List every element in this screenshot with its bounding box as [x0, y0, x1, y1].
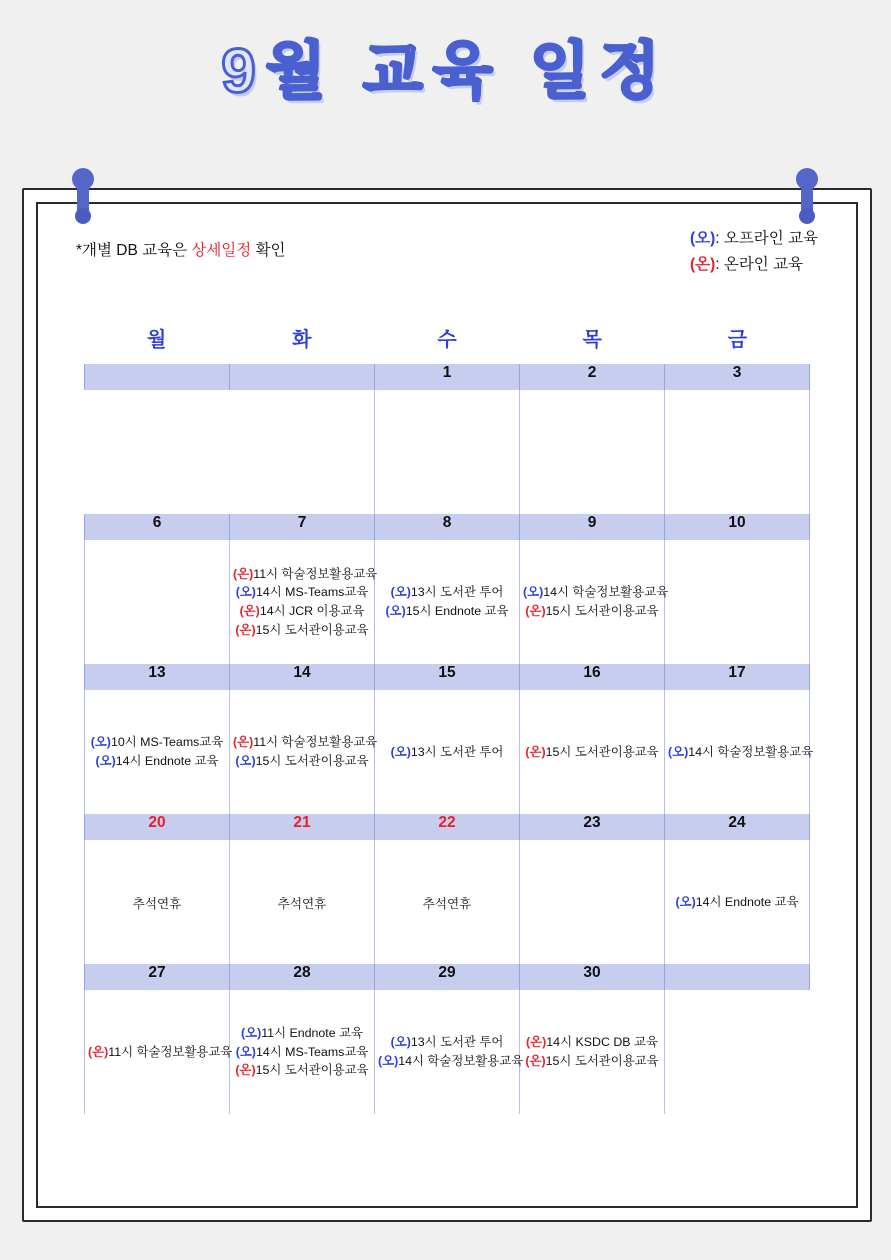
page-title: 9월 교육 일정	[221, 37, 670, 106]
event-text: 14시 학술정보활용교육	[688, 744, 814, 759]
day-events-cell	[85, 690, 230, 814]
day-number-cell: 14	[230, 664, 375, 690]
day-number-cell: 28	[230, 964, 375, 990]
event-text: 13시 도서관 투어	[410, 744, 504, 759]
event-text: 11시 학술정보활용교육	[253, 735, 378, 750]
event-item	[668, 893, 806, 912]
week-events-row	[85, 840, 810, 964]
legend-offline-tag: (오)	[689, 230, 716, 247]
day-number-cell: 21	[230, 814, 375, 840]
event-item	[88, 733, 226, 752]
event-text: 15시 도서관이용교육	[255, 622, 369, 637]
week-number-row	[85, 814, 810, 840]
event-item	[523, 1052, 661, 1071]
event-mode-tag: (오)	[523, 585, 544, 600]
event-text: 11시 Endnote 교육	[261, 1026, 364, 1041]
note-row	[46, 212, 848, 286]
day-number-cell: 6	[85, 514, 230, 540]
event-text: 14시 학술정보활용교육	[543, 585, 669, 600]
day-events-cell	[230, 990, 375, 1114]
day-events-cell	[665, 690, 814, 814]
event-item	[233, 752, 371, 771]
legend-item-online	[690, 252, 818, 278]
week-events-row	[85, 540, 810, 664]
weekday-mon: 월	[146, 328, 167, 351]
event-text: 14시 MS-Teams교육	[255, 1044, 369, 1059]
day-events-cell	[665, 840, 810, 964]
day-number-cell: 2	[520, 364, 665, 390]
db-note	[76, 238, 286, 260]
pushpin-right-icon	[796, 168, 818, 224]
event-text: 14시 Endnote 교육	[115, 754, 219, 768]
week-events-row	[85, 390, 810, 514]
event-mode-tag: (오)	[385, 604, 406, 618]
week-number-row	[85, 664, 810, 690]
event-text: 15시 도서관이용교육	[545, 604, 659, 618]
event-mode-tag: (오)	[390, 1035, 411, 1050]
day-number-cell: 10	[665, 514, 810, 540]
event-text: 11시 학술정보활용교육	[253, 566, 378, 581]
day-events-cell	[665, 990, 810, 1114]
event-item	[88, 1043, 233, 1062]
event-item	[378, 743, 516, 762]
day-events-cell	[85, 540, 230, 664]
day-events-cell	[375, 840, 520, 964]
day-number-cell: 8	[375, 514, 520, 540]
event-mode-tag: (온)	[525, 744, 546, 759]
db-note-highlight: 상세일정	[191, 242, 252, 259]
day-number-cell: 22	[375, 814, 520, 840]
day-events-cell	[375, 540, 520, 664]
day-number-cell: 23	[520, 814, 665, 840]
event-text: 10시 MS-Teams교육	[110, 735, 224, 750]
db-note-suffix: 확인	[251, 242, 286, 259]
event-mode-tag: (온)	[233, 566, 254, 581]
day-events-cell	[375, 390, 520, 514]
day-events-cell	[230, 690, 378, 814]
pushpin-left-icon	[72, 168, 94, 224]
day-note: 추석연휴	[132, 896, 182, 911]
event-text: 13시 도서관 투어	[410, 1035, 504, 1050]
day-events-cell	[85, 840, 230, 964]
day-events-cell	[520, 390, 665, 514]
event-item	[233, 733, 378, 752]
day-events-cell	[230, 390, 375, 514]
event-mode-tag: (오)	[235, 1044, 256, 1059]
event-mode-tag: (오)	[90, 735, 111, 750]
day-number-cell	[665, 964, 810, 990]
day-number-cell: 15	[375, 664, 520, 690]
weekday-wed: 수	[437, 328, 457, 351]
day-number-cell: 17	[665, 664, 810, 690]
event-item	[378, 583, 516, 602]
event-item	[668, 743, 814, 762]
calendar-grid	[84, 364, 814, 1114]
weekday-header-row	[84, 316, 810, 358]
event-item	[523, 602, 661, 621]
day-note: 추석연휴	[422, 896, 472, 911]
event-mode-tag: (온)	[526, 1035, 547, 1050]
day-number-cell: 24	[665, 814, 810, 840]
event-mode-tag: (온)	[525, 1054, 546, 1068]
event-text: 11시 학술정보활용교육	[108, 1044, 233, 1059]
event-item	[378, 1033, 516, 1052]
day-events-cell	[520, 540, 669, 664]
day-events-cell	[520, 690, 665, 814]
day-number-cell: 30	[520, 964, 665, 990]
day-events-cell	[665, 540, 810, 664]
day-events-cell	[665, 390, 810, 514]
event-mode-tag: (오)	[235, 585, 256, 600]
event-mode-tag: (오)	[378, 1054, 399, 1068]
event-text: 14시 학술정보활용교육	[398, 1054, 524, 1068]
event-mode-tag: (온)	[235, 622, 256, 637]
event-text: 15시 도서관이용교육	[255, 754, 369, 768]
day-events-cell	[85, 990, 233, 1114]
day-events-cell	[85, 390, 230, 514]
event-mode-tag: (오)	[675, 894, 696, 909]
event-item	[233, 1061, 371, 1080]
event-text: 15시 Endnote 교육	[405, 604, 509, 618]
event-mode-tag: (온)	[525, 604, 546, 618]
event-item	[378, 1052, 524, 1071]
day-number-cell	[230, 364, 375, 390]
event-text: 15시 도서관이용교육	[545, 1054, 659, 1068]
event-mode-tag: (오)	[668, 744, 689, 759]
day-number-cell: 1	[375, 364, 520, 390]
calendar-board-inner-frame	[36, 202, 858, 1208]
day-note: 추석연휴	[277, 896, 327, 911]
event-mode-tag: (오)	[390, 744, 411, 759]
day-events-cell	[520, 840, 665, 964]
week-number-row	[85, 514, 810, 540]
event-mode-tag: (오)	[235, 754, 256, 768]
event-mode-tag: (오)	[95, 754, 116, 768]
weekday-fri: 금	[727, 328, 748, 351]
legend-item-offline	[690, 226, 818, 252]
event-item	[523, 583, 669, 602]
day-number-cell: 9	[520, 514, 665, 540]
weekday-thu: 목	[582, 328, 602, 351]
event-text: 14시 Endnote 교육	[695, 894, 799, 909]
event-item	[233, 565, 378, 584]
day-events-cell	[230, 540, 378, 664]
event-text: 15시 도서관이용교육	[545, 744, 659, 759]
event-text: 13시 도서관 투어	[410, 585, 504, 600]
poster-title-area	[0, 0, 891, 106]
legend-online-tag: (온)	[689, 255, 716, 273]
event-text: 14시 JCR 이용교육	[259, 604, 365, 618]
weekday-tue: 화	[292, 328, 312, 351]
week-number-row	[85, 964, 810, 990]
week-number-row	[85, 364, 810, 390]
event-mode-tag: (오)	[390, 585, 411, 600]
event-text: 15시 도서관이용교육	[255, 1063, 369, 1078]
event-item	[233, 583, 371, 602]
event-item	[233, 1024, 371, 1043]
day-number-cell: 16	[520, 664, 665, 690]
event-text: 14시 KSDC DB 교육	[546, 1035, 658, 1050]
event-text: 14시 MS-Teams교육	[255, 585, 369, 600]
event-mode-tag: (오)	[240, 1026, 262, 1041]
legend-offline-label: : 오프라인 교육	[715, 230, 818, 247]
week-events-row	[85, 690, 810, 814]
event-item	[233, 621, 371, 640]
event-item	[523, 743, 661, 762]
legend	[690, 226, 818, 277]
day-number-cell: 13	[85, 664, 230, 690]
day-events-cell	[375, 990, 524, 1114]
day-number-cell: 3	[665, 364, 810, 390]
event-item	[523, 1033, 661, 1052]
legend-online-label: : 온라인 교육	[715, 255, 804, 273]
day-number-cell: 29	[375, 964, 520, 990]
calendar-board	[22, 188, 872, 1222]
day-number-cell: 7	[230, 514, 375, 540]
event-item	[233, 1043, 371, 1062]
calendar	[84, 316, 814, 1114]
event-item	[88, 752, 226, 771]
day-number-cell: 27	[85, 964, 230, 990]
day-events-cell	[520, 990, 665, 1114]
event-item	[378, 602, 516, 621]
day-number-cell	[85, 364, 230, 390]
week-events-row	[85, 990, 810, 1114]
day-events-cell	[230, 840, 375, 964]
db-note-prefix: *개별 DB 교육은	[76, 242, 192, 259]
event-mode-tag: (온)	[233, 735, 254, 750]
event-mode-tag: (온)	[88, 1044, 109, 1059]
event-item	[233, 602, 371, 621]
event-mode-tag: (온)	[235, 1063, 256, 1078]
calendar-content	[46, 212, 848, 1198]
day-events-cell	[375, 690, 520, 814]
event-mode-tag: (온)	[239, 604, 260, 618]
day-number-cell: 20	[85, 814, 230, 840]
